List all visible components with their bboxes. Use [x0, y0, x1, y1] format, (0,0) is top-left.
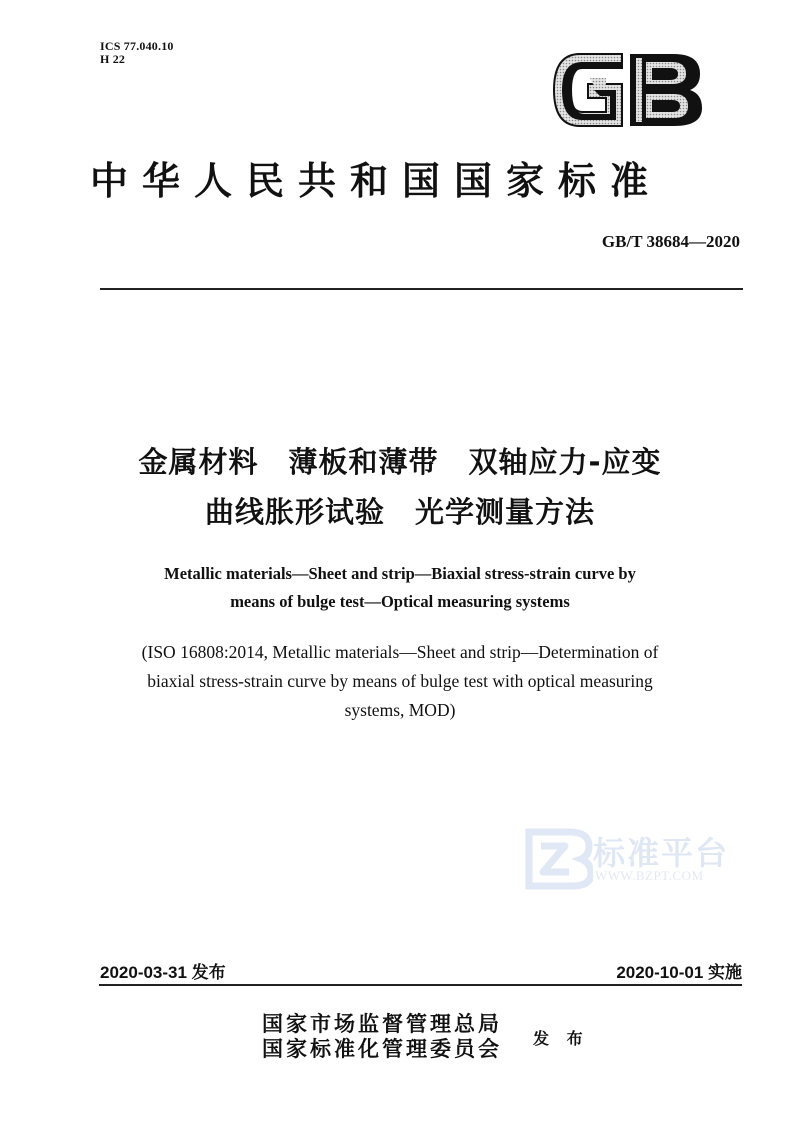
publish-date: 2020-03-31 发布: [100, 963, 226, 982]
iso-reference-line2: biaxial stress-strain curve by means of bulge test with optical measuring: [147, 671, 653, 691]
issuing-authorities: [262, 1012, 502, 1062]
watermark-text: 标准平台: [593, 834, 730, 872]
bottom-divider: [99, 984, 742, 986]
classification-codes: [100, 40, 174, 66]
issuer-sac: 国家标准化管理委员会: [262, 1037, 502, 1061]
iso-reference-line1: (ISO 16808:2014, Metallic materials—Sheet and strip—Determination of: [141, 642, 659, 662]
title-en: [0, 560, 800, 616]
iso-reference-line3: systems, MOD): [344, 700, 456, 720]
standard-code: GB/T 38684—2020: [601, 232, 740, 251]
bzpt-logo-icon: [525, 828, 593, 890]
title-en-line2: means of bulge test—Optical measuring systems: [230, 592, 570, 611]
gb-logo-icon: [550, 50, 705, 130]
implement-date: 2020-10-01 实施: [616, 963, 742, 982]
iso-reference: [0, 638, 800, 725]
watermark-url: WWW.BZPT.COM: [595, 868, 704, 883]
issue-label: 发 布: [533, 1029, 589, 1048]
title-cn-line2: 曲线胀形试验 光学测量方法: [204, 495, 595, 529]
title-en-line1: Metallic materials—Sheet and strip—Biaxial stress-strain curve by: [164, 564, 636, 583]
issuer-samr: 国家市场监督管理总局: [262, 1012, 502, 1036]
ccs-code: H 22: [100, 52, 126, 66]
national-standard-title: 中华人民共和国国家标准: [90, 158, 663, 203]
top-divider: [100, 288, 743, 290]
title-cn-line1: 金属材料 薄板和薄带 双轴应力-应变: [138, 445, 662, 479]
ics-code: ICS 77.040.10: [100, 39, 174, 53]
